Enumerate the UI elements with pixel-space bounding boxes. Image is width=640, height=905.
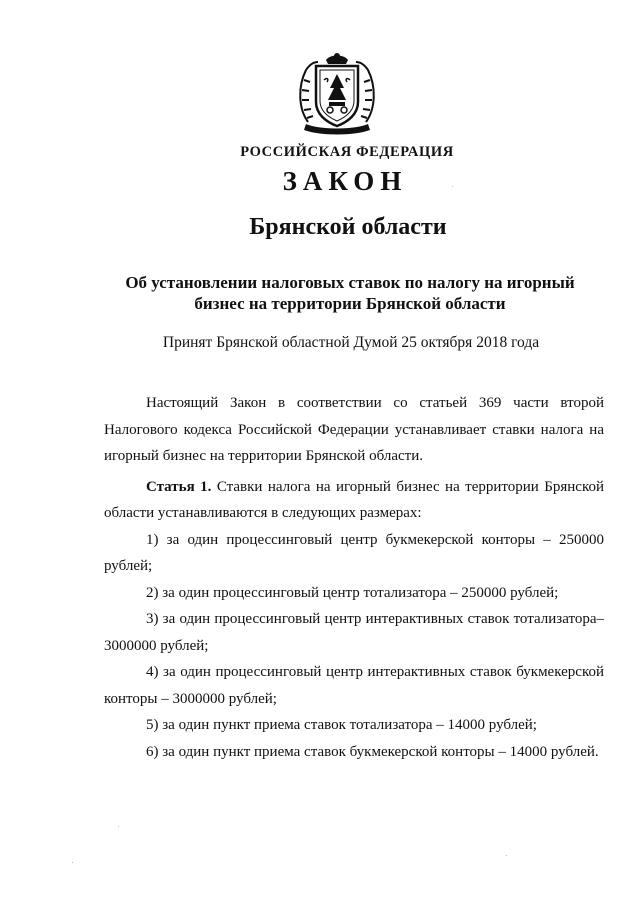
rate-item: 1) за один процессинговый центр букмекерской конторы – 250000 рублей; [104,531,604,574]
intro-paragraph: Настоящий Закон в соответствии со статьей 369 части второй Налогового кодекса Российской Федерации устанавливает ставки налога на игорный бизнес на территории Брянской области. [104,395,604,464]
article-1-label: Статья 1. [146,478,212,495]
rate-item: 2) за один процессинговый центр тотализатора – 250000 рублей; [146,584,559,601]
article-1-paragraph [104,474,604,527]
law-title-line: бизнес на территории Брянской области [194,294,506,313]
scan-speck [506,855,507,856]
scan-speck [452,186,453,187]
rate-item: 3) за один процессинговый центр интерактивных ставок тотализатора– 3000000 рублей; [104,611,604,654]
article-1-text: Ставки налога на игорный бизнес на территории Брянской области устанавливаются в следующих размерах: [104,478,604,521]
law-title-line: Об установлении налоговых ставок по налогу на игорный [125,273,575,292]
law-body [104,390,604,765]
rate-item: 4) за один процессинговый центр интерактивных ставок букмекерской конторы – 3000000 рублей; [104,664,604,707]
coat-of-arms-icon [296,50,378,136]
rate-item: 6) за один пункт приема ставок букмекерской конторы – 14000 рублей. [146,743,599,760]
region-heading: Брянской области [249,214,447,240]
country-heading: РОССИЙСКАЯ ФЕДЕРАЦИЯ [240,144,454,160]
law-title [110,272,590,314]
document-type-heading: ЗАКОН [282,166,408,196]
adoption-note: Принят Брянской областной Думой 25 октября 2018 года [162,334,540,351]
scan-speck [72,862,73,863]
scan-speck [118,826,119,827]
rate-item: 5) за один пункт приема ставок тотализатора – 14000 рублей; [146,717,537,733]
